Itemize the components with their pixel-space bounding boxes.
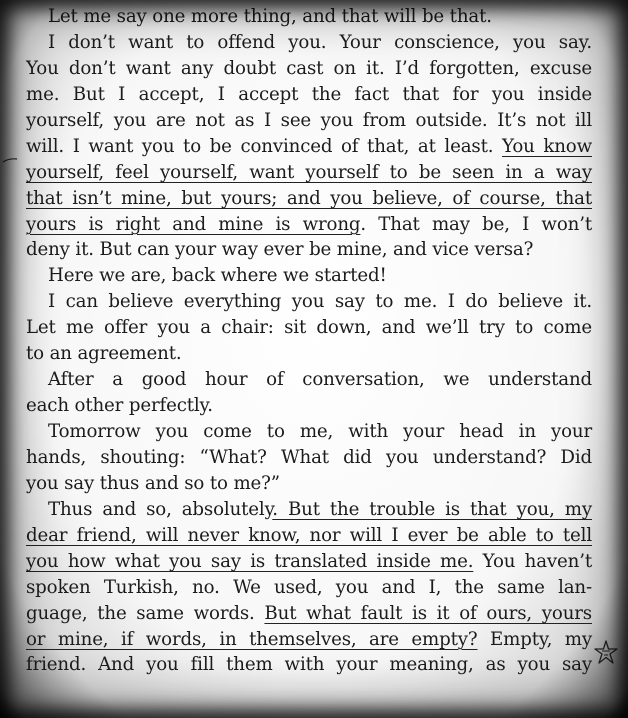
text-line: [26, 56, 592, 82]
text-segment: will. I want you to be convinced of that, at least.: [26, 135, 503, 157]
text-line: [26, 575, 592, 601]
underlined-phrase: yourself, feel yourself, want yourself to be seen in a way: [26, 161, 592, 183]
text-line: [26, 419, 592, 445]
underlined-phrase: dear friend, will never know, nor will I ever be able to tell: [26, 524, 592, 546]
text-line: [26, 471, 592, 497]
underlined-phrase: that isn’t mine, but yours; and you believe, of course, that: [26, 187, 592, 209]
text-line: [26, 393, 592, 419]
underlined-phrase: or mine, if words, in themselves, are empty?: [26, 628, 478, 650]
text-line: [26, 212, 592, 238]
text-segment: I don’t want to offend you. Your conscience, you say.: [48, 31, 592, 53]
text-line: [26, 237, 592, 263]
text-line: [26, 4, 592, 30]
text-line: [26, 30, 592, 56]
underlined-phrase: But what fault is it of ours, yours: [264, 602, 592, 624]
text-line: [26, 549, 592, 575]
text-line: [26, 82, 592, 108]
text-segment: yourself, you are not as I see you from outside. It’s not ill: [26, 109, 592, 131]
text-line: [26, 652, 592, 678]
page-text: [26, 4, 592, 678]
text-line: [26, 263, 592, 289]
text-segment: guage, the same words.: [26, 602, 265, 624]
underlined-phrase: . But the trouble is that you, my: [272, 498, 592, 520]
text-line: [26, 445, 592, 471]
text-segment: Empty, my: [477, 628, 592, 650]
text-segment: to an agreement.: [26, 343, 182, 365]
underlined-phrase: You know: [502, 135, 592, 157]
text-segment: friend. And you fill them with your meaning, as you say: [26, 654, 592, 676]
text-segment: Let me offer you a chair: sit down, and we’ll try to come: [26, 317, 592, 339]
text-line: [26, 315, 592, 341]
text-segment: Here we are, back where we started!: [48, 265, 387, 287]
underlined-phrase: you how what you say is translated inside me.: [26, 550, 474, 572]
text-line: [26, 134, 592, 160]
text-segment: You haven’t: [473, 550, 592, 572]
text-segment: me. But I accept, I accept the fact that for you inside: [26, 83, 592, 105]
text-segment: After a good hour of conversation, we understand: [48, 369, 592, 391]
text-segment: spoken Turkish, no. We used, you and I, the same lan-: [26, 576, 592, 598]
text-line: [26, 289, 592, 315]
text-line: [26, 627, 592, 653]
text-line: [26, 523, 592, 549]
text-line: [26, 186, 592, 212]
text-segment: you say thus and so to me?”: [26, 472, 280, 494]
text-line: [26, 160, 592, 186]
text-line: [26, 497, 592, 523]
text-line: [26, 108, 592, 134]
text-segment: each other perfectly.: [26, 395, 213, 417]
text-segment: I can believe everything you say to me. I do believe it.: [48, 291, 592, 313]
text-segment: Tomorrow you come to me, with your head in your: [48, 421, 592, 442]
text-segment: Let me say one more thing, and that will be that.: [48, 6, 492, 27]
underlined-phrase: yours is right and mine is wrong: [26, 213, 361, 235]
star-doodle-icon: [592, 638, 620, 666]
text-line: [26, 341, 592, 367]
text-segment: You don’t want any doubt cast on it. I’d forgotten, excuse: [26, 57, 592, 79]
text-line: [26, 367, 592, 393]
text-segment: Thus and so, absolutely: [48, 498, 273, 520]
text-segment: hands, shouting: “What? What did you understand? Did: [26, 446, 592, 468]
margin-tick-mark: [2, 157, 18, 163]
text-line: [26, 601, 592, 627]
text-segment: deny it. But can your way ever be mine, and vice versa?: [26, 239, 534, 261]
text-segment: . That may be, I won’t: [360, 213, 592, 235]
